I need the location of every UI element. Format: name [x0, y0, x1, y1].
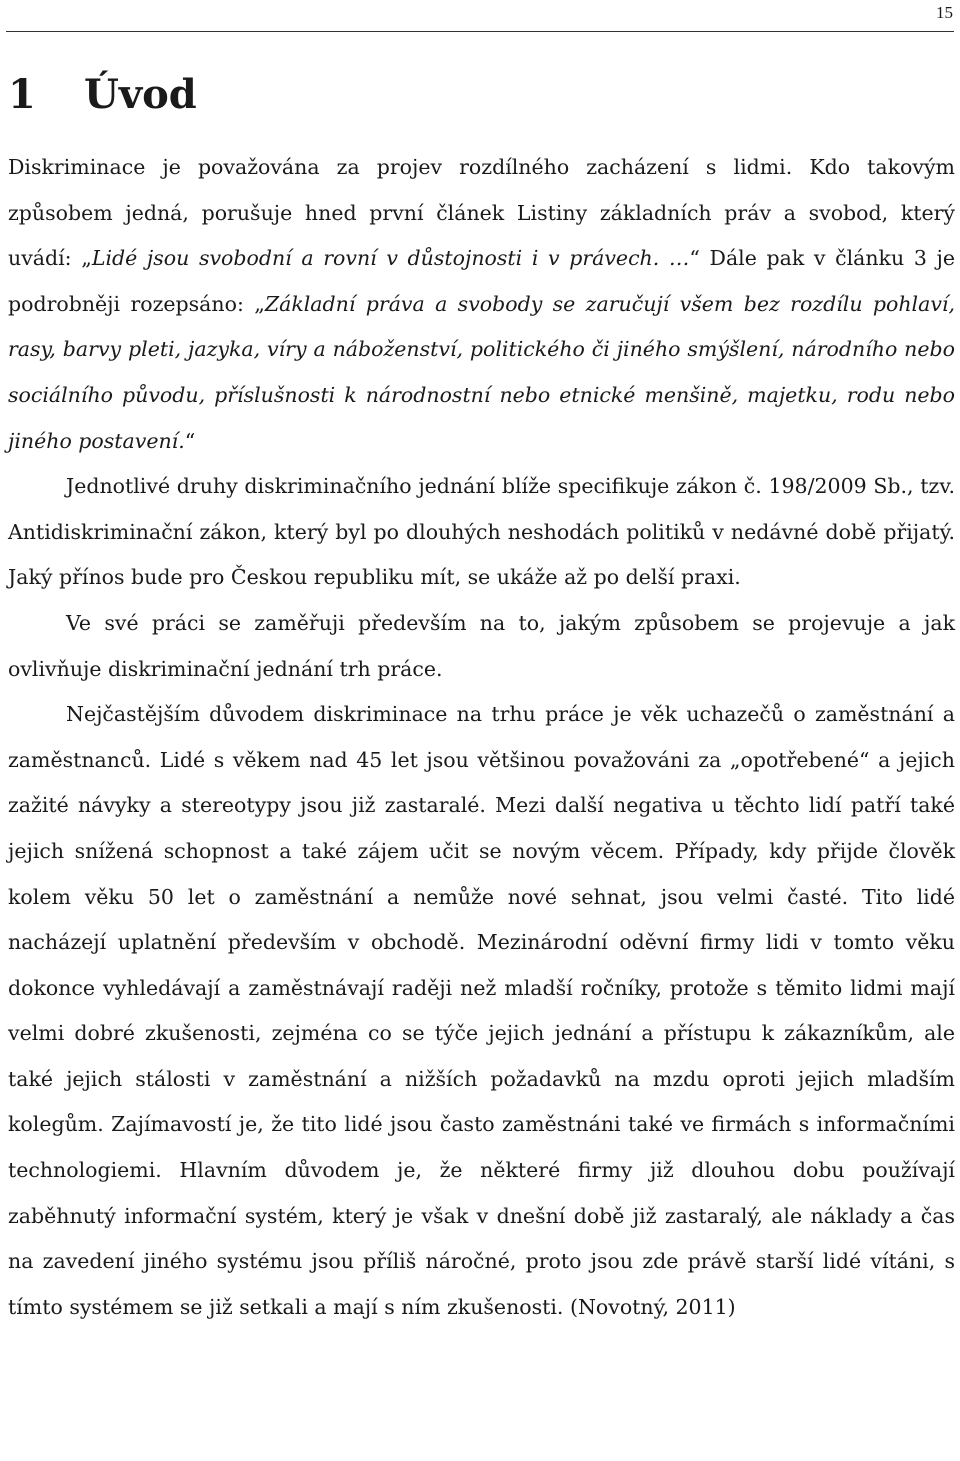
closing-quote-mark: “	[184, 428, 196, 453]
charter-article-1-quote: Lidé jsou svobodní a rovní v důstojnosti i v právech. …	[91, 246, 690, 271]
charter-article-3-quote: Základní práva a svobody se zaručují všem bez rozdílu pohlaví, rasy, barvy pleti, jazyka, víry a náboženství, politického či jiného smýšlení, národního nebo sociálního původu, příslušnosti k národnostní nebo etnické menšině, majetku, rodu nebo jiného postavení.	[8, 291, 955, 453]
page-number: 15	[936, 3, 953, 22]
header-divider	[6, 31, 954, 32]
paragraph-intro	[8, 145, 955, 464]
chapter-number: 1	[8, 71, 36, 118]
chapter-title: Úvod	[84, 71, 197, 118]
intro-text: Diskriminace je považována za projev rozdílného zacházení s lidmi. Kdo takovým způsobem jedná, porušuje hned první článek Listiny základních práv a svobod, který uvádí: „	[8, 155, 955, 271]
paragraph-age-discrimination: Nejčastějším důvodem diskriminace na trhu práce je věk uchazečů o zaměstnání a zaměstnanců. Lidé s věkem nad 45 let jsou většinou považováni za „opotřebené“ a jejich zažité návyky a stereotypy jsou již zastaralé. Mezi další negativa u těchto lidí patří také jejich snížená schopnost a také zájem učit se novým věcem. Případy, kdy přijde člověk kolem věku 50 let o zaměstnání a nemůže nové sehnat, jsou velmi časté. Tito lidé nacházejí uplatnění především v obchodě. Mezinárodní oděvní firmy lidi v tomto věku dokonce vyhledávají a zaměstnávají raději než mladší ročníky, protože s těmito lidmi mají velmi dobré zkušenosti, zejména co se týče jejich jednání a přístupu k zákazníkům, ale také jejich stálosti v zaměstnání a nižších požadavků na mzdu oproti jejich mladším kolegům. Zajímavostí je, že tito lidé jsou často zaměstnáni také ve firmách s informačními technologiemi. Hlavním důvodem je, že některé firmy již dlouhou dobu používají zaběhnutý informační systém, který je však v dnešní době již zastaralý, ale náklady a čas na zavedení jiného systému jsou příliš náročné, proto jsou zde právě starší lidé vítáni, s tímto systémem se již setkali a mají s ním zkušenosti. (Novotný, 2011)	[8, 702, 955, 1319]
paragraph-antidiscrimination-law: Jednotlivé druhy diskriminačního jednání blíže specifikuje zákon č. 198/2009 Sb., tzv. Antidiskriminační zákon, který byl po dlouhých neshodách politiků v nedávné době přijatý. Jaký přínos bude pro Českou republiku mít, se ukáže až po delší praxi.	[8, 474, 955, 590]
body-text	[8, 145, 955, 1330]
chapter-heading	[8, 64, 197, 126]
paragraph-thesis-focus: Ve své práci se zaměřuji především na to, jakým způsobem se projevuje a jak ovlivňuje diskriminační jednání trh práce.	[8, 610, 955, 681]
intro-continuation: “ Dále pak v článku 3 je podrobněji rozepsáno: „	[8, 246, 955, 316]
